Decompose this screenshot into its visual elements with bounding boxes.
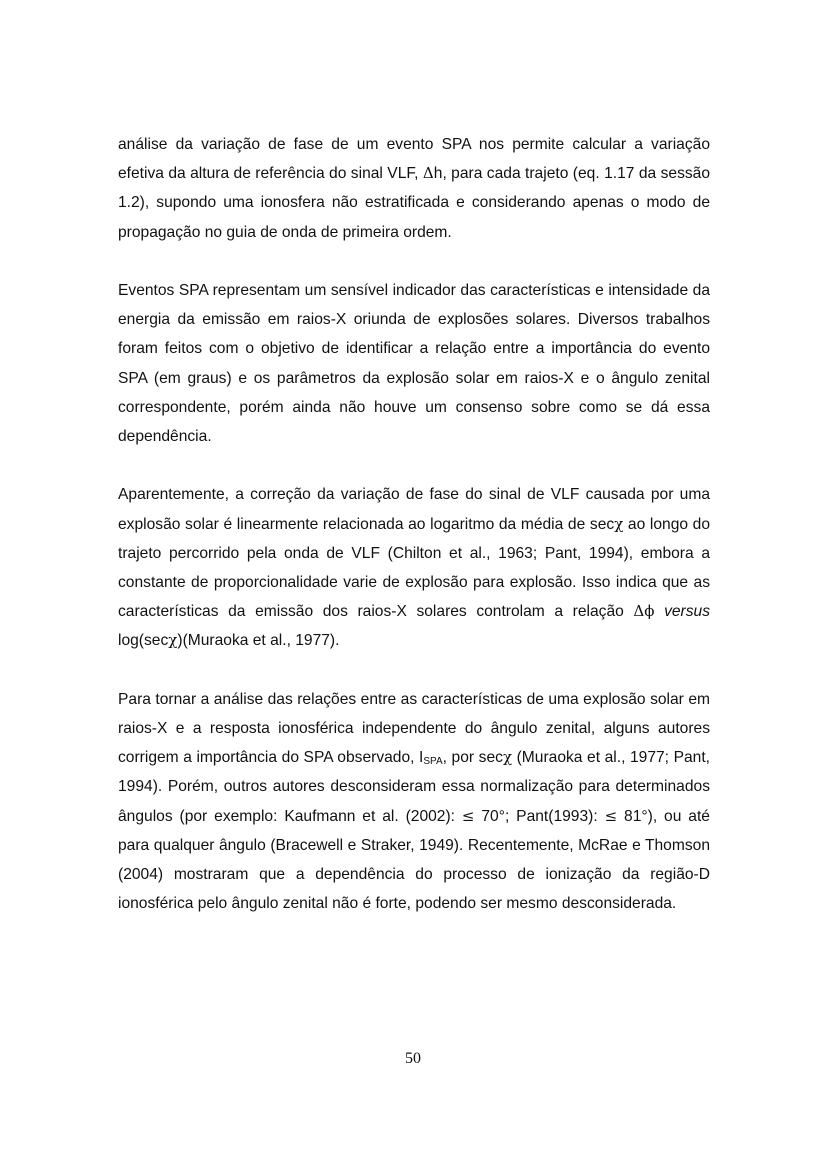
p4-text-e: 81°), ou até para qualquer ângulo (Bracewell e Straker, 1949). Recentemente, McRae e Thomson (2004) mostraram que a dependência do processo de ionização da região-D ionosférica pelo ângulo zenital não é forte, podendo ser mesmo desconsiderada. <box>118 807 710 913</box>
p3-text-c: )(Muraoka et al., 1977). <box>177 632 340 650</box>
paragraph-4 <box>118 685 710 919</box>
p3-versus: versus <box>654 603 710 621</box>
p1-delta-symbol: Δ <box>422 164 434 183</box>
p4-le-symbol-2: ≤ <box>604 806 618 825</box>
p4-text-b: , por sec <box>442 749 503 767</box>
p3-delta-phi-symbol: Δϕ <box>633 602 655 621</box>
paragraph-2 <box>118 276 710 451</box>
p4-text-a: Para tornar a análise das relações entre as características de uma explosão solar em raios-X e a resposta ionosférica independente do ângulo zenital, alguns autores corrigem a importância do SPA observado, I <box>118 690 710 767</box>
p1-text-b: h, para cada trajeto (eq. 1.17 da sessão 1.2), supondo uma ionosfera não estratificada e considerando apenas o modo de propagação no guia de onda de primeira ordem. <box>118 165 711 241</box>
p4-text-c: (Muraoka et al., 1977; Pant, 1994). Porém, outros autores desconsideram essa normalização para determinados ângulos (por exemplo: Kaufmann et al. (2002): <box>118 749 710 825</box>
p4-le-symbol-1: ≤ <box>461 806 475 825</box>
p4-text-d: 70°; Pant(1993): <box>474 807 605 825</box>
p4-chi-symbol: χ <box>502 748 513 767</box>
paragraph-1 <box>118 130 710 247</box>
p3-log-prefix: log(sec <box>118 632 169 650</box>
p4-spa-subscript: SPA <box>423 756 443 768</box>
paragraph-3 <box>118 480 710 655</box>
body-text <box>118 130 710 948</box>
p3-text-a: Aparentemente, a correção da variação de fase do sinal de VLF causada por uma explosão solar é linearmente relacionada ao logaritmo da média de sec <box>118 486 710 533</box>
p1-text-a: análise da variação de fase de um evento SPA nos permite calcular a variação efetiva da altura de referência do sinal VLF, <box>118 136 710 183</box>
p3-chi-symbol-1: χ <box>614 514 624 533</box>
p2-text: Eventos SPA representam um sensível indicador das características e intensidade da energia da emissão em raios-X oriunda de explosões solares. Diversos trabalhos foram feitos com o objetivo de identificar a relação entre a importância do evento SPA (em graus) e os parâmetros da explosão solar em raios-X e o ângulo zenital correspondente, porém ainda não houve um consenso sobre como se dá essa dependência. <box>118 282 710 446</box>
page-number: 50 <box>405 1050 421 1067</box>
p3-text-b: ao longo do trajeto percorrido pela onda de VLF (Chilton et al., 1963; Pant, 1994), embora a constante de proporcionalidade varie de explosão para explosão. Isso indica que as características da emissão dos raios-X solares controlam a relação <box>118 515 711 621</box>
p3-chi-symbol-2: χ <box>168 631 178 650</box>
